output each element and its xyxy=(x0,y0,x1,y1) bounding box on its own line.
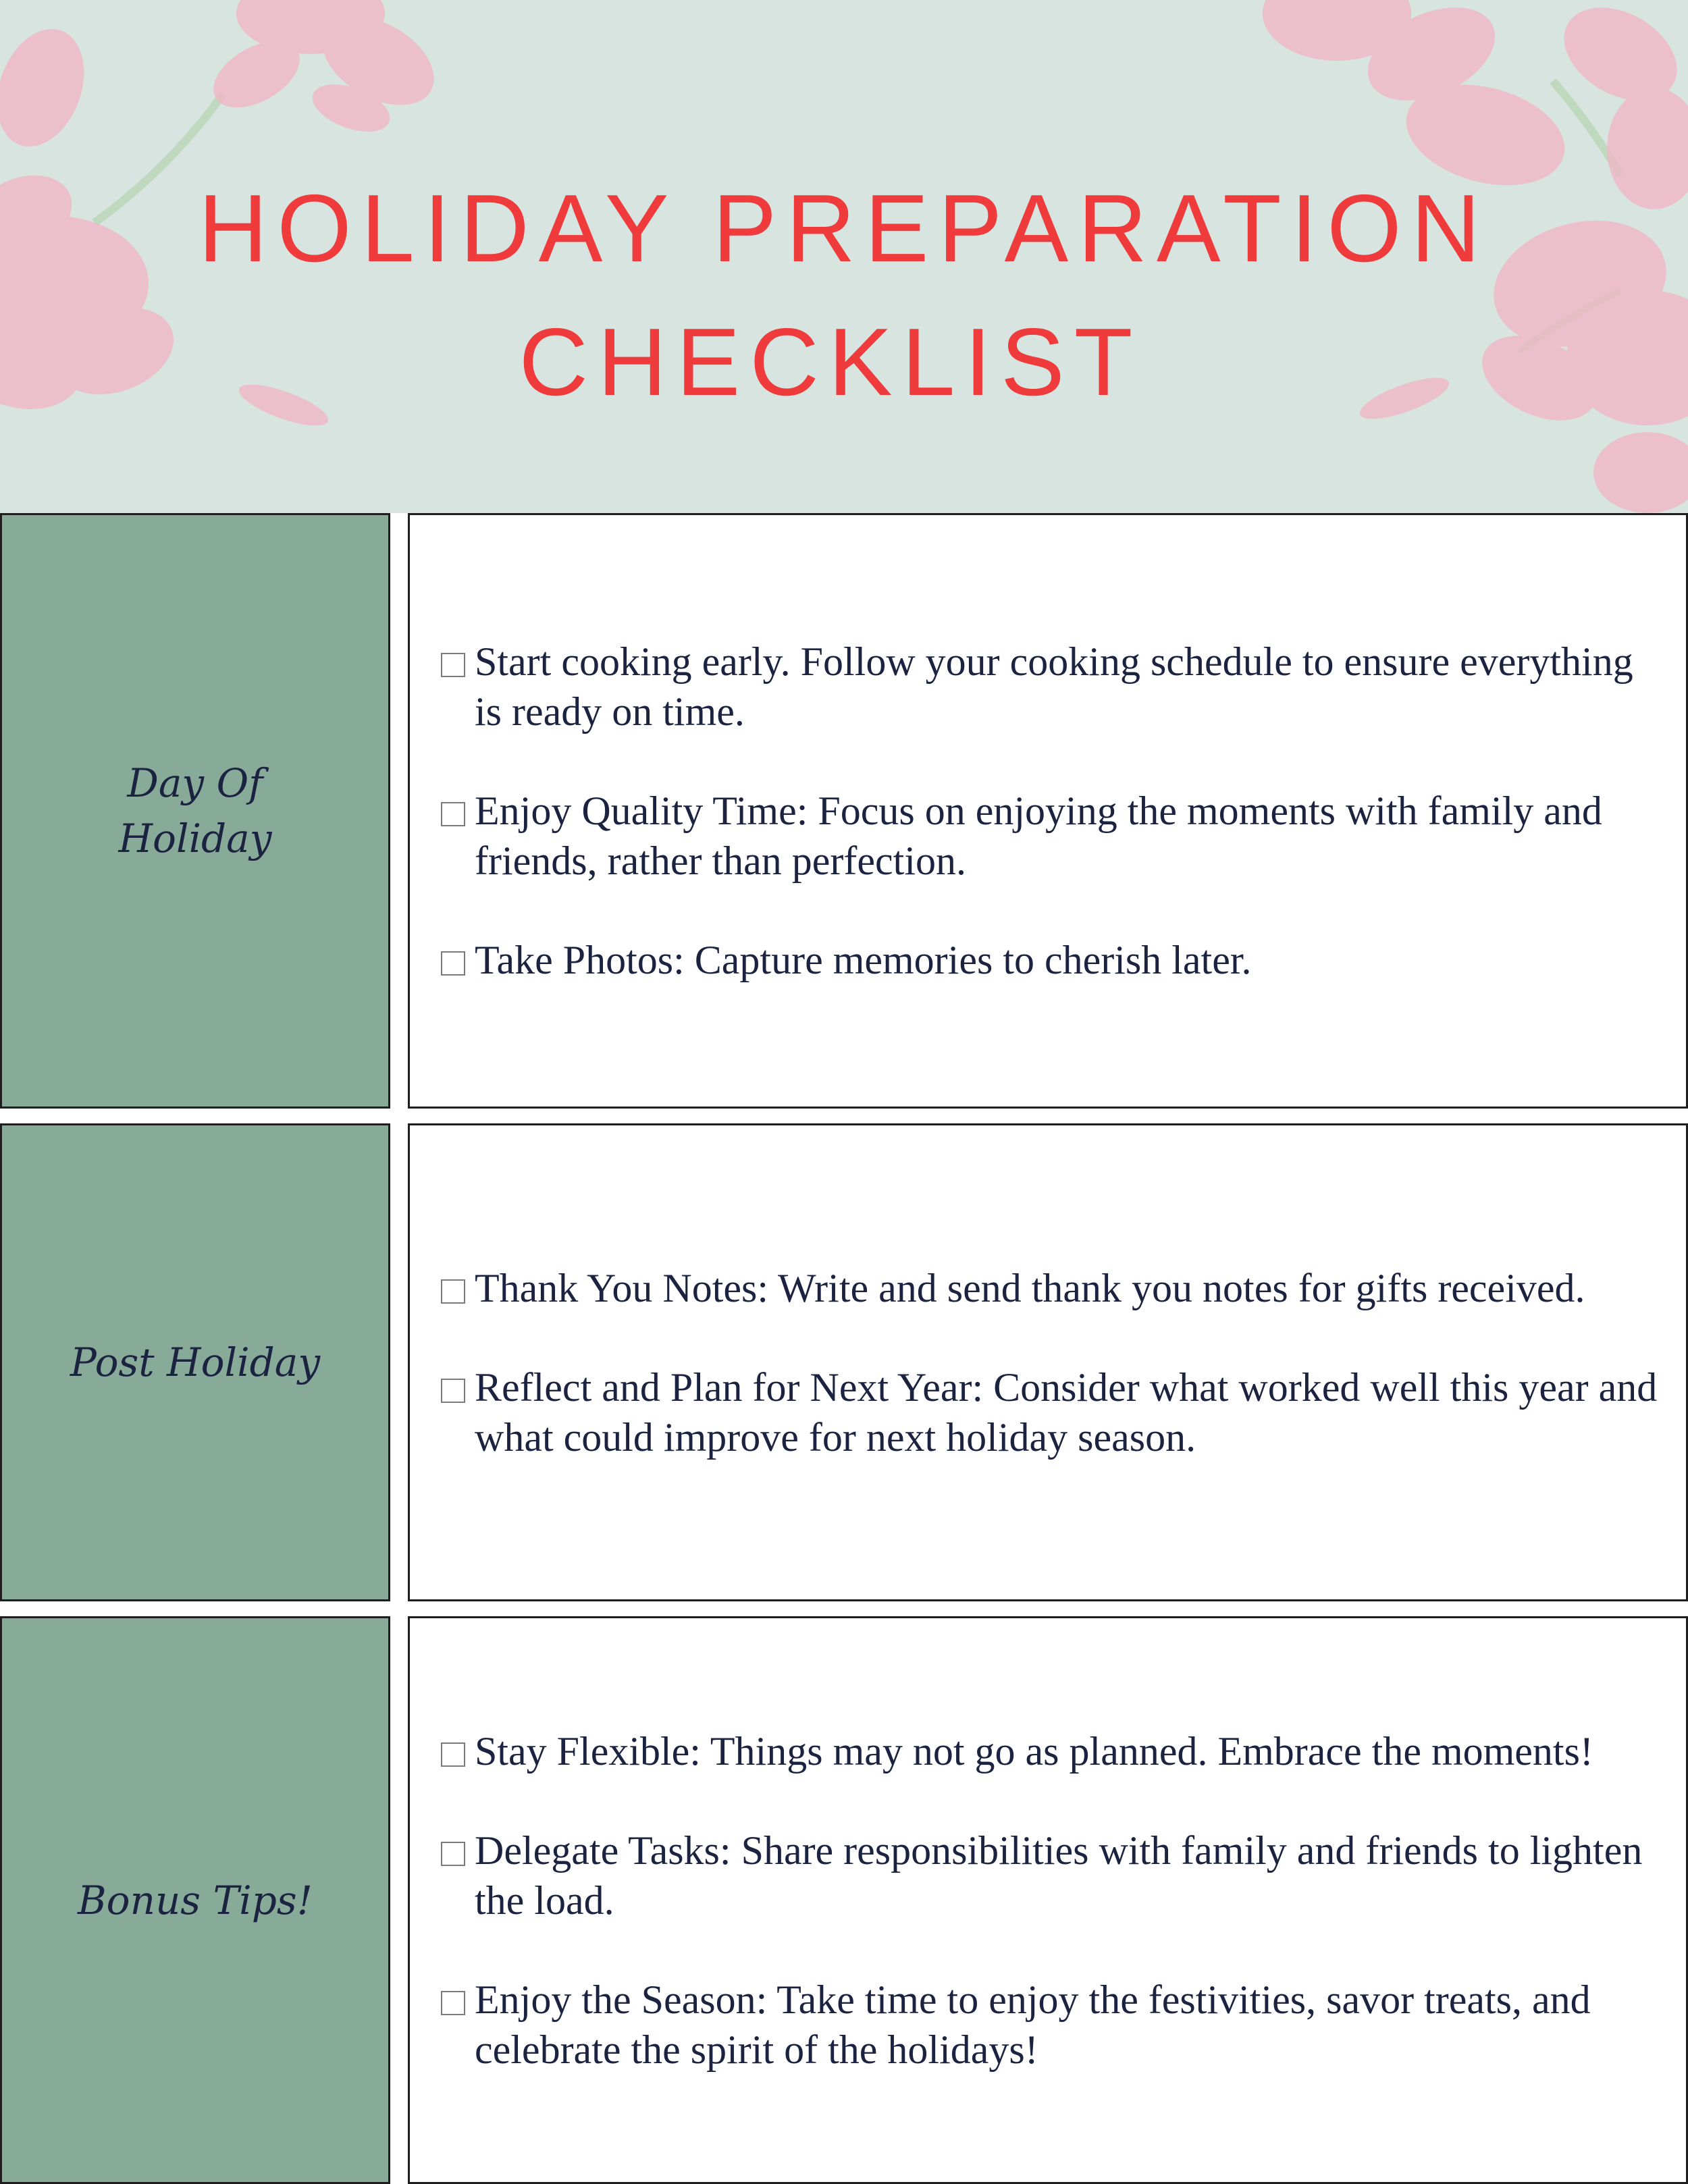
section-label-text: Post Holiday xyxy=(70,1339,321,1385)
checklist-item-text: Enjoy the Season: Take time to enjoy the festivities, savor treats, and celebrate the spirit of the holidays! xyxy=(475,1977,1591,2072)
section-label-text: Bonus Tips! xyxy=(78,1877,313,1923)
section-label-bonus-tips xyxy=(0,1616,390,2184)
checklist-item-text: Take Photos: Capture memories to cherish later. xyxy=(475,938,1252,982)
checklist-item xyxy=(437,1726,1659,1776)
checklist-item xyxy=(437,637,1659,737)
checklist-item-text: Enjoy Quality Time: Focus on enjoying the moments with family and friends, rather than perfection. xyxy=(475,789,1602,883)
checklist-item xyxy=(437,935,1659,985)
checklist-item-text: Thank You Notes: Write and send thank you notes for gifts received. xyxy=(475,1265,1585,1310)
checkbox-icon[interactable] xyxy=(441,1842,465,1866)
section-label-post-holiday xyxy=(0,1123,390,1601)
checklist-item xyxy=(437,786,1659,886)
checklist-item xyxy=(437,1362,1659,1462)
section-content-bonus-tips xyxy=(408,1616,1688,2184)
title-line-2: CHECKLIST xyxy=(519,309,1142,416)
header-banner xyxy=(0,0,1688,513)
checkbox-icon[interactable] xyxy=(441,802,465,826)
checkbox-icon[interactable] xyxy=(441,1279,465,1304)
section-label-day-of-holiday xyxy=(0,513,390,1109)
title-line-1: HOLIDAY PREPARATION xyxy=(198,175,1490,282)
section-content-post-holiday xyxy=(408,1123,1688,1601)
checklist-item-text: Start cooking early. Follow your cooking schedule to ensure everything is ready on time. xyxy=(475,639,1633,734)
checklist-item xyxy=(437,1975,1659,2075)
checklist-item-text: Delegate Tasks: Share responsibilities with family and friends to lighten the load. xyxy=(475,1828,1643,1923)
checkbox-icon[interactable] xyxy=(441,951,465,976)
checklist-item xyxy=(437,1263,1659,1313)
checklist-item xyxy=(437,1826,1659,1925)
page-title xyxy=(0,162,1688,429)
checkbox-icon[interactable] xyxy=(441,1991,465,2015)
checkbox-icon[interactable] xyxy=(441,653,465,677)
checklist-item-text: Stay Flexible: Things may not go as planned. Embrace the moments! xyxy=(475,1728,1593,1774)
checkbox-icon[interactable] xyxy=(441,1379,465,1403)
checklist-item-text: Reflect and Plan for Next Year: Consider what worked well this year and what could improve for next holiday season. xyxy=(475,1364,1658,1460)
section-label-text: Day Of Holiday xyxy=(118,760,272,861)
checkbox-icon[interactable] xyxy=(441,1742,465,1767)
section-content-day-of-holiday xyxy=(408,513,1688,1109)
